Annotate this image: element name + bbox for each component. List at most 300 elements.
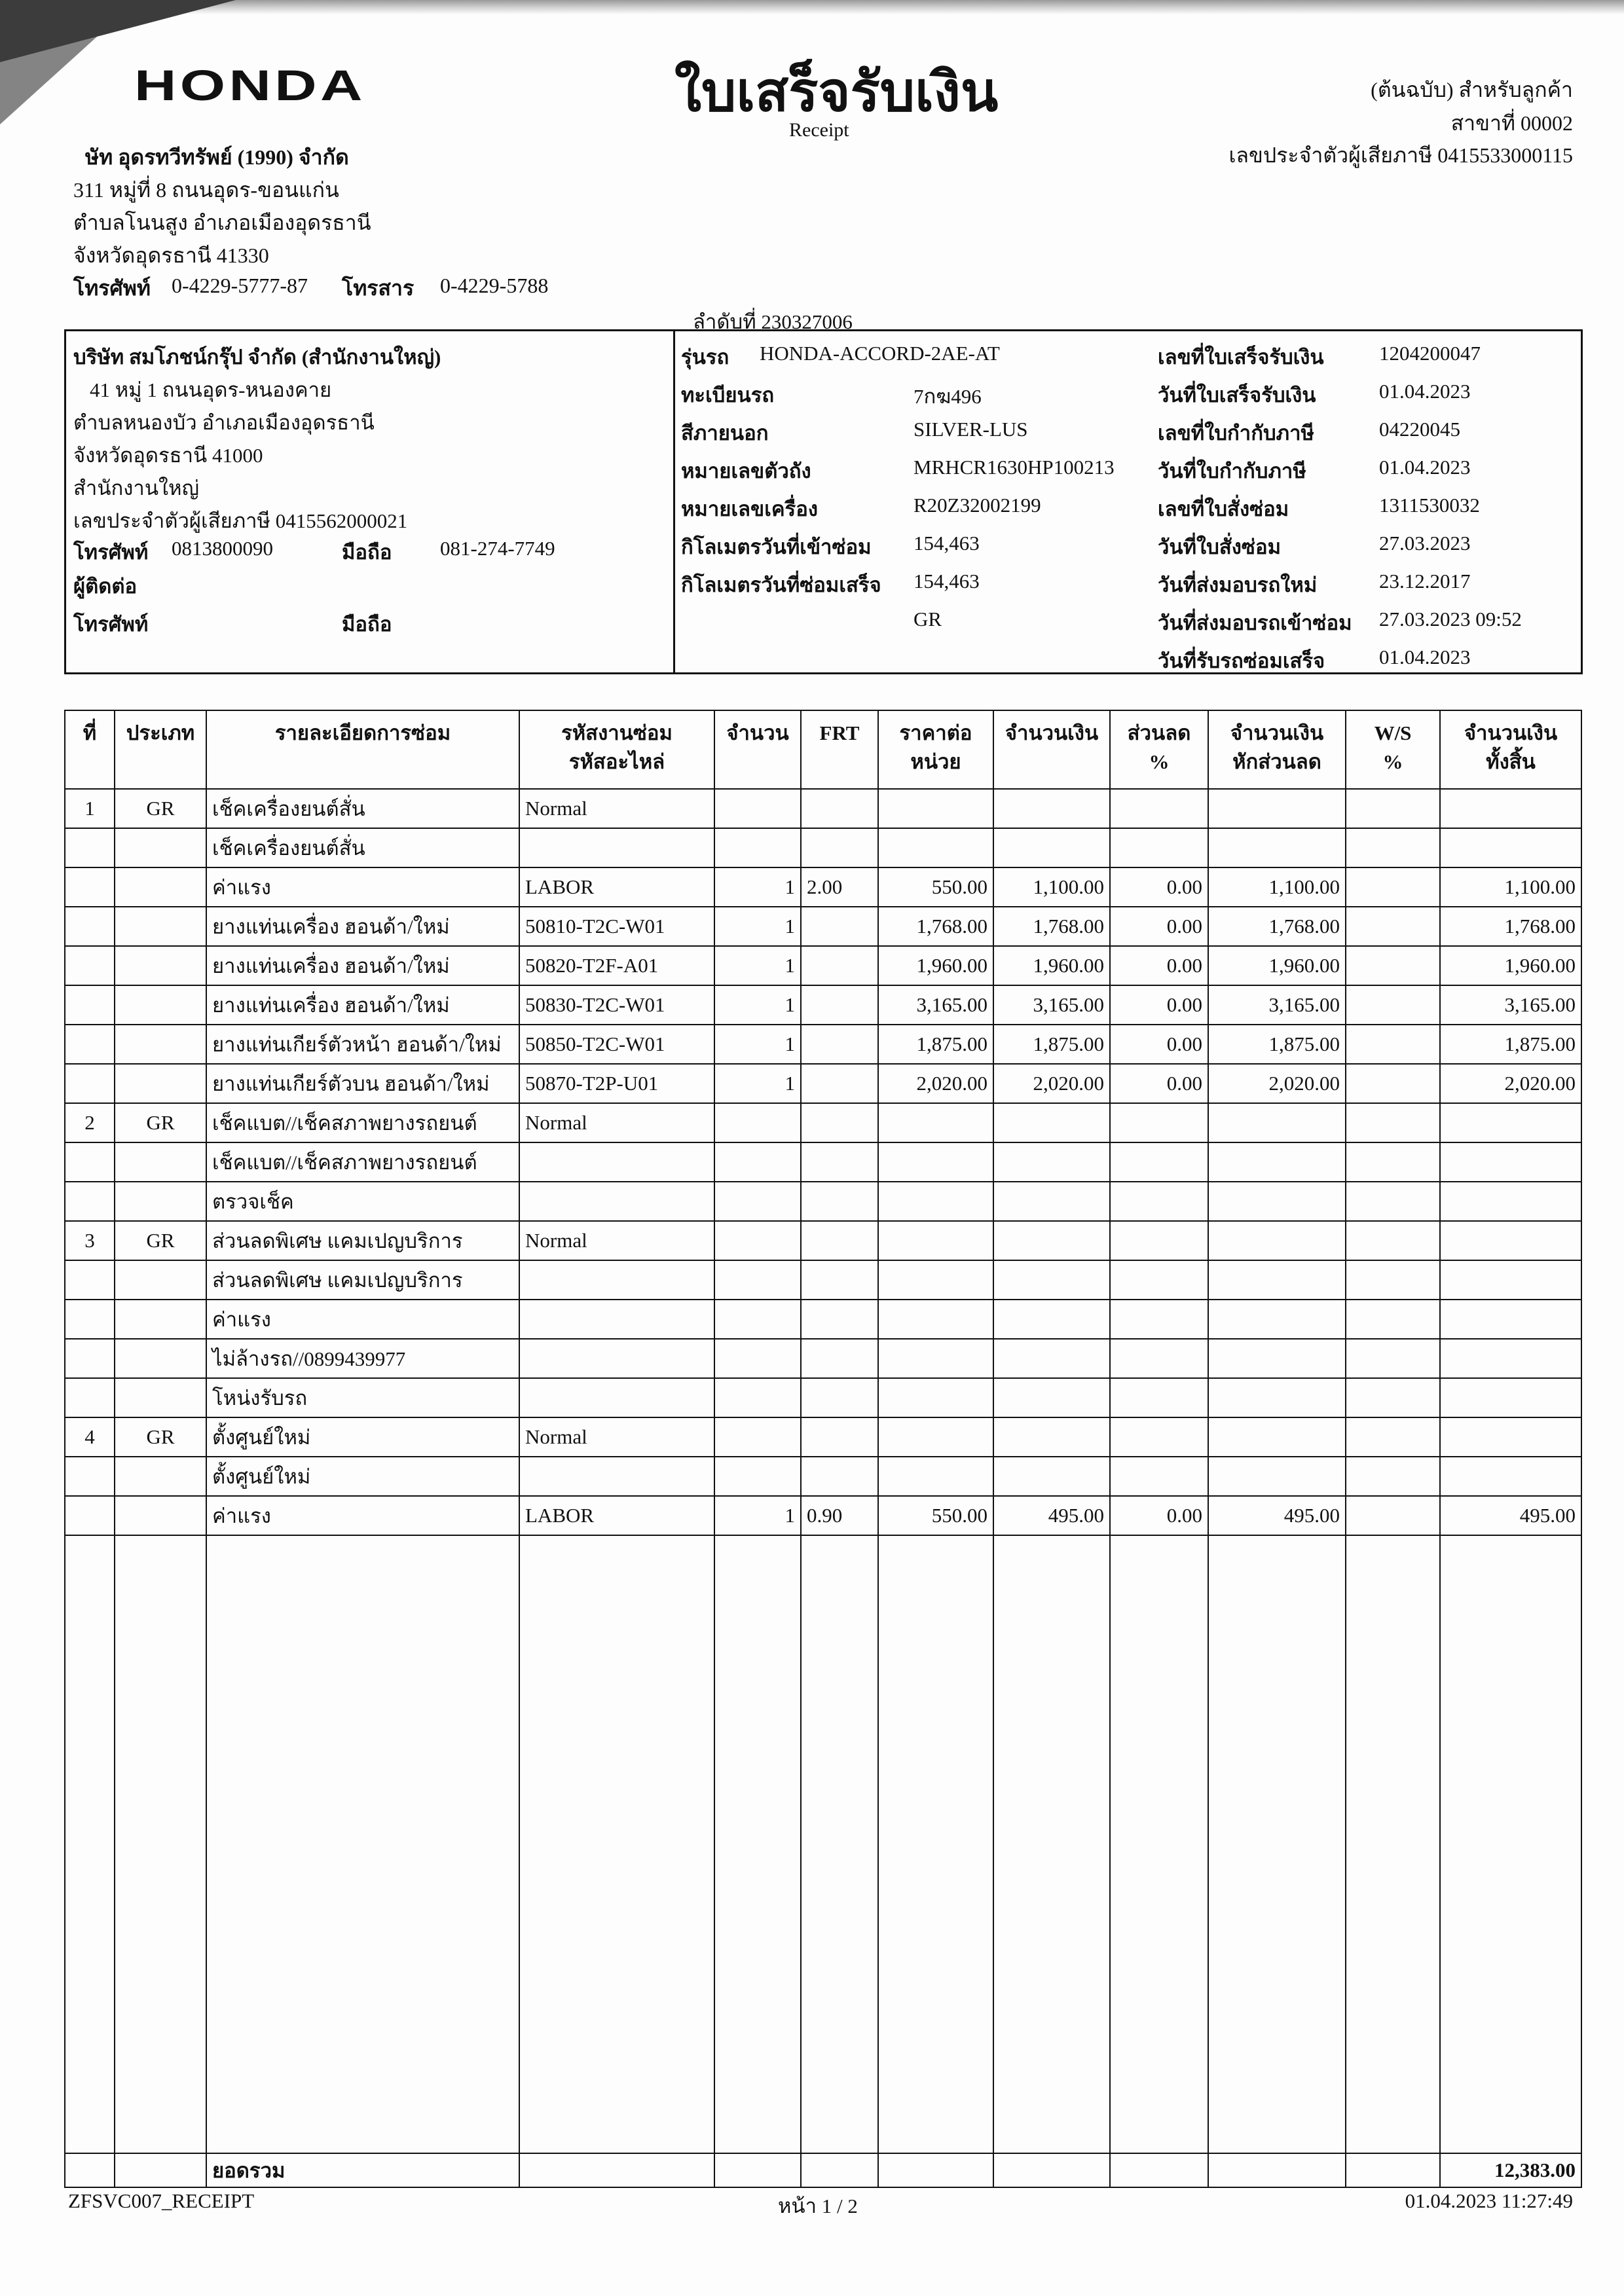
header-discount-line2: % [1149,750,1170,773]
customer-name: บริษัท สมโภชน์กรุ๊ป จำกัด (สำนักงานใหญ่) [73,346,441,369]
item-no [65,1378,115,1417]
item-code: Normal [519,789,714,828]
item-code [519,1378,714,1417]
item-unit-price [878,1221,993,1260]
item-net: 3,165.00 [1208,985,1346,1025]
item-frt [801,1300,878,1339]
item-total [1440,1142,1581,1182]
item-discount [1110,1221,1208,1260]
header-type: ประเภท [115,710,206,789]
table-row [65,1496,1581,1535]
vehicle-value: 154,463 [913,532,980,555]
item-net [1208,1300,1346,1339]
item-code [519,1339,714,1378]
header-total-line1: จำนวนเงิน [1464,721,1558,744]
table-row [65,1103,1581,1142]
item-frt [801,946,878,985]
contact-label: ผู้ติดต่อ [73,575,138,598]
item-total [1440,1378,1581,1417]
table-row [65,1142,1581,1182]
item-detail: เช็คเครื่องยนต์สั่น [206,828,519,867]
item-qty [714,1103,801,1142]
vehicle-label: กิโลเมตรวันที่ซ่อมเสร็จ [681,574,881,596]
item-detail: ยางแท่นเกียร์ตัวบน ฮอนด้า/ใหม่ [206,1064,519,1103]
item-no [65,1496,115,1535]
item-code: Normal [519,1103,714,1142]
vehicle-label: สีภายนอก [681,422,769,445]
item-frt [801,985,878,1025]
item-code [519,1300,714,1339]
customer-tax-id: เลขประจำตัวผู้เสียภาษี 0415562000021 [73,509,408,532]
dealer-tax-id: เลขประจำตัวผู้เสียภาษี 0415533000115 [1228,143,1573,167]
item-amount [993,789,1110,828]
blank-cell [714,1535,801,2153]
item-frt [801,1378,878,1417]
table-row [65,946,1581,985]
vehicle-model-label: รุ่นรถ [681,346,729,369]
item-type [115,1339,206,1378]
item-frt [801,1417,878,1457]
item-frt [801,1260,878,1300]
customer-address-2: ตำบลหนองบัว อำเภอเมืองอุดรธานี [73,411,375,434]
item-total: 2,020.00 [1440,1064,1581,1103]
item-detail: ตั้งศูนย์ใหม่ [206,1457,519,1496]
honda-logo: HONDA [134,61,366,109]
item-no [65,867,115,907]
item-discount [1110,1417,1208,1457]
table-row [65,828,1581,867]
blank-cell [1110,1535,1208,2153]
vehicle-label: หมายเลขเครื่อง [681,498,818,520]
contact-phone-label: โทรศัพท์ [73,613,149,636]
table-row [65,1182,1581,1221]
items-table [64,710,1582,2188]
item-code: 50820-T2F-A01 [519,946,714,985]
item-total [1440,828,1581,867]
item-net [1208,1417,1346,1457]
item-ws [1346,789,1440,828]
table-row [65,1064,1581,1103]
item-no [65,1339,115,1378]
table-header-row [65,710,1581,789]
item-code: LABOR [519,1496,714,1535]
contact-mobile-label: มือถือ [342,613,392,636]
blank-cell [1440,1535,1581,2153]
item-discount [1110,828,1208,867]
item-code [519,1260,714,1300]
item-detail: เช็คเครื่องยนต์สั่น [206,789,519,828]
item-detail: ยางแท่นเครื่อง ฮอนด้า/ใหม่ [206,907,519,946]
item-discount [1110,1339,1208,1378]
scan-edge [0,0,1624,14]
item-detail: ค่าแรง [206,1496,519,1535]
item-amount [993,1378,1110,1417]
doc-info-label: วันที่ใบเสร็จรับเงิน [1158,384,1316,407]
blank-cell [801,2153,878,2187]
item-type [115,828,206,867]
item-total: 3,165.00 [1440,985,1581,1025]
item-unit-price [878,1339,993,1378]
item-detail: ยางแท่นเกียร์ตัวหน้า ฮอนด้า/ใหม่ [206,1025,519,1064]
doc-info-value: 27.03.2023 09:52 [1379,608,1522,630]
item-net [1208,1103,1346,1142]
doc-info-label: เลขที่ใบสั่งซ่อม [1158,498,1289,520]
item-unit-price [878,789,993,828]
item-total [1440,1300,1581,1339]
item-frt [801,1221,878,1260]
item-total [1440,1260,1581,1300]
item-unit-price [878,1142,993,1182]
table-blank-area [65,1535,1581,2153]
item-discount [1110,1260,1208,1300]
item-detail: ตรวจเช็ค [206,1182,519,1221]
item-detail: เช็คแบต//เช็คสภาพยางรถยนต์ [206,1103,519,1142]
table-row [65,1221,1581,1260]
item-qty [714,1182,801,1221]
grand-total: 12,383.00 [1440,2153,1581,2187]
branch-label: สาขาที่ 00002 [1450,111,1573,135]
item-type [115,1182,206,1221]
table-row [65,907,1581,946]
header-ws-line1: W/S [1374,721,1412,744]
item-net [1208,1457,1346,1496]
vehicle-label: หมายเลขตัวถัง [681,460,811,483]
item-net [1208,1339,1346,1378]
item-net: 1,100.00 [1208,867,1346,907]
item-no: 1 [65,789,115,828]
item-code: 50870-T2P-U01 [519,1064,714,1103]
item-net [1208,1182,1346,1221]
document-subtitle: Receipt [789,119,849,141]
item-ws [1346,828,1440,867]
total-label: ยอดรวม [206,2153,519,2187]
header-discount-line1: ส่วนลด [1127,721,1191,744]
item-total [1440,1103,1581,1142]
item-unit-price: 550.00 [878,1496,993,1535]
customer-mobile: 081-274-7749 [440,537,555,560]
item-qty: 1 [714,1064,801,1103]
item-ws [1346,1457,1440,1496]
item-amount: 2,020.00 [993,1064,1110,1103]
table-row [65,985,1581,1025]
header-unit-price [878,710,993,789]
item-ws [1346,1260,1440,1300]
customer-phone: 0813800090 [172,537,273,560]
item-net: 1,768.00 [1208,907,1346,946]
item-detail: ส่วนลดพิเศษ แคมเปญบริการ [206,1221,519,1260]
item-discount: 0.00 [1110,1064,1208,1103]
folded-corner [0,0,236,62]
item-type [115,1378,206,1417]
item-discount [1110,1378,1208,1417]
blank-cell [519,1535,714,2153]
item-unit-price: 1,875.00 [878,1025,993,1064]
item-unit-price: 550.00 [878,867,993,907]
blank-cell [1208,1535,1346,2153]
item-no [65,946,115,985]
dealer-fax-label: โทรสาร [342,276,415,300]
item-no [65,1142,115,1182]
item-qty [714,1142,801,1182]
item-amount [993,1417,1110,1457]
copy-label: (ต้นฉบับ) สำหรับลูกค้า [1371,78,1573,101]
item-detail: ตั้งศูนย์ใหม่ [206,1417,519,1457]
item-detail: ค่าแรง [206,1300,519,1339]
customer-phone-label: โทรศัพท์ [73,541,149,564]
blank-cell [206,1535,519,2153]
table-row [65,1417,1581,1457]
item-total [1440,1417,1581,1457]
header-code-line1: รหัสงานซ่อม [561,721,673,744]
dealer-fax: 0-4229-5788 [440,274,549,297]
item-qty: 1 [714,907,801,946]
blank-cell [1208,2153,1346,2187]
item-code: 50850-T2C-W01 [519,1025,714,1064]
item-net [1208,1378,1346,1417]
item-net: 495.00 [1208,1496,1346,1535]
customer-address-3: จังหวัดอุดรธานี 41000 [73,444,263,467]
blank-cell [115,1535,206,2153]
dealer-address-1: 311 หมู่ที่ 8 ถนนอุดร-ขอนแก่น [73,178,339,202]
item-type [115,1142,206,1182]
table-row [65,1300,1581,1339]
item-detail: ยางแท่นเครื่อง ฮอนด้า/ใหม่ [206,985,519,1025]
dealer-address-3: จังหวัดอุดรธานี 41330 [73,244,269,267]
doc-info-label: วันที่ส่งมอบรถเข้าซ่อม [1158,611,1352,634]
blank-cell [115,2153,206,2187]
doc-info-value: 27.03.2023 [1379,532,1471,555]
header-qty: จำนวน [714,710,801,789]
item-amount: 1,768.00 [993,907,1110,946]
vehicle-value: 7กฆ496 [913,385,982,408]
item-no [65,1182,115,1221]
item-type [115,1025,206,1064]
item-qty [714,1221,801,1260]
print-timestamp: 01.04.2023 11:27:49 [1405,2189,1573,2212]
header-total-line2: ทั้งสิ้น [1486,750,1536,773]
item-discount: 0.00 [1110,1025,1208,1064]
blank-cell [993,1535,1110,2153]
blank-cell [1346,1535,1440,2153]
item-type [115,985,206,1025]
sequence-number: ลำดับที่ 230327006 [693,310,853,333]
customer-address-1: 41 หมู่ 1 ถนนอุดร-หนองคาย [90,378,332,401]
item-frt [801,789,878,828]
table-row [65,1339,1581,1378]
item-frt [801,1142,878,1182]
item-frt [801,1103,878,1142]
doc-info-label: เลขที่ใบเสร็จรับเงิน [1158,346,1324,369]
item-discount [1110,789,1208,828]
item-total: 1,100.00 [1440,867,1581,907]
customer-mobile-label: มือถือ [342,541,392,564]
item-frt [801,828,878,867]
header-no: ที่ [65,710,115,789]
item-no [65,907,115,946]
item-discount [1110,1300,1208,1339]
doc-info-value: 01.04.2023 [1379,456,1471,479]
item-unit-price: 2,020.00 [878,1064,993,1103]
item-qty: 1 [714,985,801,1025]
item-detail: ส่วนลดพิเศษ แคมเปญบริการ [206,1260,519,1300]
item-qty: 1 [714,1496,801,1535]
item-total [1440,1182,1581,1221]
doc-info-label: วันที่ส่งมอบรถใหม่ [1158,574,1318,596]
item-no [65,1300,115,1339]
header-unit-line1: ราคาต่อ [899,721,972,744]
item-detail: เช็คแบต//เช็คสภาพยางรถยนต์ [206,1142,519,1182]
item-ws [1346,867,1440,907]
doc-info-value: 1311530032 [1379,494,1480,517]
item-type [115,1457,206,1496]
item-type [115,1064,206,1103]
blank-cell [1346,2153,1440,2187]
item-detail: ไม่ล้างรถ//0899439977 [206,1339,519,1378]
item-total [1440,1221,1581,1260]
item-qty [714,789,801,828]
item-net: 1,960.00 [1208,946,1346,985]
header-net [1208,710,1346,789]
item-type: GR [115,1103,206,1142]
item-amount [993,1142,1110,1182]
item-ws [1346,1339,1440,1378]
item-unit-price [878,1300,993,1339]
item-code: Normal [519,1221,714,1260]
item-detail: โหน่งรับรถ [206,1378,519,1417]
table-row [65,1378,1581,1417]
item-frt [801,1182,878,1221]
header-total [1440,710,1581,789]
header-frt: FRT [801,710,878,789]
vehicle-label: ทะเบียนรถ [681,384,775,407]
item-qty: 1 [714,1025,801,1064]
item-qty [714,1339,801,1378]
item-type [115,946,206,985]
item-type: GR [115,1221,206,1260]
item-frt [801,1457,878,1496]
item-frt: 2.00 [801,867,878,907]
header-detail: รายละเอียดการซ่อม [206,710,519,789]
doc-info-value: 04220045 [1379,418,1460,441]
item-amount [993,1339,1110,1378]
vehicle-value: MRHCR1630HP100213 [913,456,1115,479]
item-frt [801,907,878,946]
item-type [115,867,206,907]
item-total [1440,1457,1581,1496]
item-no: 4 [65,1417,115,1457]
dealer-address-2: ตำบลโนนสูง อำเภอเมืองอุดรธานี [73,211,371,234]
item-qty [714,1378,801,1417]
dealer-name: ษัท อุดรทวีทรัพย์ (1990) จำกัด [85,145,349,169]
item-unit-price: 1,960.00 [878,946,993,985]
item-total: 1,768.00 [1440,907,1581,946]
item-net [1208,1260,1346,1300]
info-box-divider [673,329,675,672]
vehicle-value: SILVER-LUS [913,418,1028,441]
item-net [1208,789,1346,828]
item-net [1208,1142,1346,1182]
item-discount: 0.00 [1110,946,1208,985]
item-frt [801,1339,878,1378]
item-total [1440,1339,1581,1378]
item-amount [993,1300,1110,1339]
item-unit-price [878,828,993,867]
header-ws [1346,710,1440,789]
item-no [65,1457,115,1496]
item-ws [1346,1378,1440,1417]
item-frt [801,1025,878,1064]
item-amount [993,1457,1110,1496]
table-row [65,1457,1581,1496]
item-ws [1346,1300,1440,1339]
item-type: GR [115,1417,206,1457]
table-total-row [65,2153,1581,2187]
header-net-line2: หักส่วนลด [1232,750,1321,773]
item-no [65,1064,115,1103]
doc-info-label: เลขที่ใบกำกับภาษี [1158,422,1314,445]
item-amount [993,1260,1110,1300]
doc-info-value: 01.04.2023 [1379,646,1471,668]
item-type [115,1496,206,1535]
item-code: LABOR [519,867,714,907]
item-ws [1346,1221,1440,1260]
header-code [519,710,714,789]
doc-info-label: วันที่ใบสั่งซ่อม [1158,536,1281,558]
item-type: GR [115,789,206,828]
item-discount: 0.00 [1110,907,1208,946]
item-unit-price [878,1182,993,1221]
item-amount [993,828,1110,867]
item-type [115,1260,206,1300]
item-code: 50830-T2C-W01 [519,985,714,1025]
item-type [115,907,206,946]
table-row [65,789,1581,828]
blank-cell [519,2153,714,2187]
item-ws [1346,1496,1440,1535]
item-amount: 3,165.00 [993,985,1110,1025]
item-amount: 495.00 [993,1496,1110,1535]
item-code [519,1182,714,1221]
item-total: 495.00 [1440,1496,1581,1535]
item-discount [1110,1103,1208,1142]
item-ws [1346,1142,1440,1182]
vehicle-value: R20Z32002199 [913,494,1041,517]
doc-info-value: 01.04.2023 [1379,380,1471,403]
item-discount: 0.00 [1110,1496,1208,1535]
blank-cell [714,2153,801,2187]
item-net [1208,1221,1346,1260]
item-code [519,1457,714,1496]
item-amount: 1,960.00 [993,946,1110,985]
header-amount: จำนวนเงิน [993,710,1110,789]
item-ws [1346,1103,1440,1142]
blank-cell [801,1535,878,2153]
vehicle-label: กิโลเมตรวันที่เข้าซ่อม [681,536,872,558]
doc-info-value: 1204200047 [1379,342,1481,365]
document-title: ใบเสร็จรับเงิน [674,62,999,123]
table-row [65,867,1581,907]
item-net: 2,020.00 [1208,1064,1346,1103]
item-ws [1346,1064,1440,1103]
item-no: 3 [65,1221,115,1260]
page-number: หน้า 1 / 2 [778,2195,858,2217]
item-total: 1,875.00 [1440,1025,1581,1064]
table-row [65,1260,1581,1300]
item-unit-price [878,1378,993,1417]
item-discount [1110,1182,1208,1221]
item-discount [1110,1142,1208,1182]
item-no [65,1025,115,1064]
